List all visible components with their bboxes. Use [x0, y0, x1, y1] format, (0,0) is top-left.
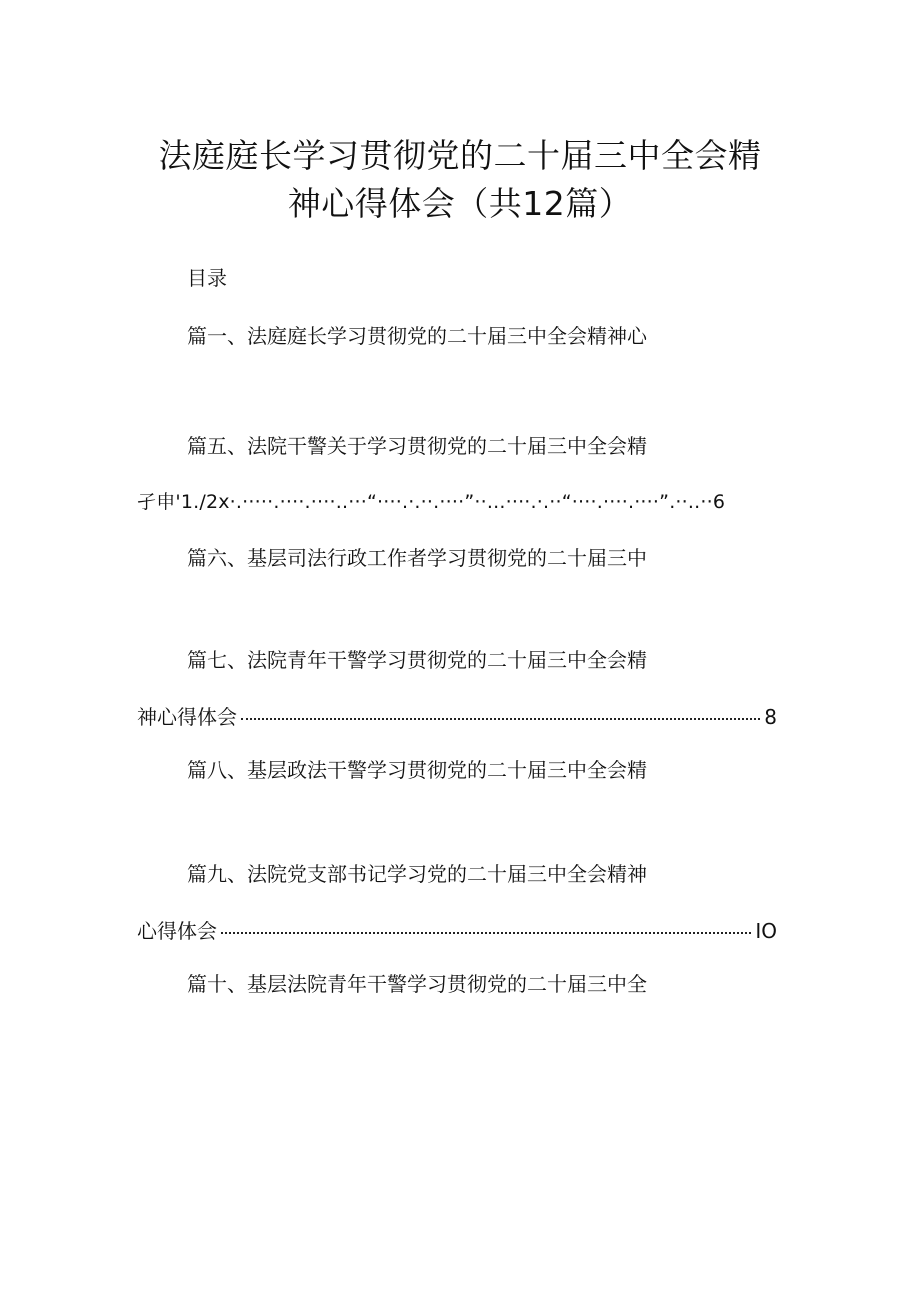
toc-entry-10: 篇十、基层法院青年干警学习贯彻党的二十届三中全	[187, 972, 647, 996]
dot-leader	[221, 930, 751, 934]
document-title-line-2: 神心得体会（共12篇）	[287, 184, 633, 223]
toc-entry-1: 篇一、法庭庭长学习贯彻党的二十届三中全会精神心	[187, 324, 647, 348]
dot-leader	[241, 716, 760, 720]
toc-heading: 目录	[187, 266, 227, 290]
document-title-line-1: 法庭庭长学习贯彻党的二十届三中全会精	[158, 136, 762, 175]
toc-entry-9: 篇九、法院党支部书记学习党的二十届三中全会精神	[187, 862, 647, 886]
toc-entry-5-continuation: 孑申'1./2x·.·····.····.····..···“····.·.··.····”··...····.·.··“····.····.····”.··..··6	[137, 491, 726, 513]
toc-entry-7-continuation	[137, 703, 777, 731]
toc-entry-7: 篇七、法院青年干警学习贯彻党的二十届三中全会精	[187, 648, 647, 672]
toc-entry-9-text: 心得体会	[137, 919, 217, 943]
toc-entry-8: 篇八、基层政法干警学习贯彻党的二十届三中全会精	[187, 758, 647, 782]
toc-entry-9-page-number: IO	[755, 919, 777, 943]
toc-entry-9-continuation	[137, 917, 777, 945]
toc-entry-7-text: 神心得体会	[137, 705, 237, 729]
toc-entry-5: 篇五、法院干警关于学习贯彻党的二十届三中全会精	[187, 434, 647, 458]
toc-entry-6: 篇六、基层司法行政工作者学习贯彻党的二十届三中	[187, 546, 647, 570]
toc-entry-7-page-number: 8	[764, 705, 777, 729]
